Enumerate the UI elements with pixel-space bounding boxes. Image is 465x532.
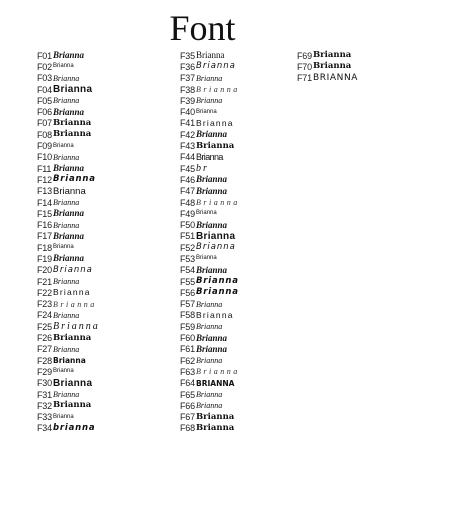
font-code: F02: [37, 61, 52, 72]
font-sample: Brianna: [53, 117, 92, 128]
font-sample: BRIANNA: [313, 72, 359, 83]
font-sample: Brianna: [196, 390, 223, 400]
font-code: F34: [37, 423, 52, 434]
font-code: F27: [37, 344, 52, 355]
font-option-row: [180, 152, 295, 163]
font-code: F15: [37, 208, 52, 219]
font-option-row: [180, 299, 295, 310]
font-sample: Brianna: [53, 230, 85, 241]
font-code: F12: [37, 174, 52, 185]
font-code: F67: [180, 412, 195, 423]
font-code: F44: [180, 152, 195, 163]
font-sample: Brianna: [196, 356, 223, 366]
font-option-row: [37, 310, 172, 321]
font-code: F58: [180, 310, 195, 321]
font-sample: Brianna: [53, 332, 92, 343]
font-sample: Brianna: [196, 332, 228, 343]
font-option-row: [37, 50, 172, 61]
font-sample: Brianna: [53, 264, 93, 275]
font-sample: Brianna: [53, 142, 74, 149]
font-code: F14: [37, 197, 52, 208]
font-code: F08: [37, 129, 52, 140]
font-code: F11: [37, 163, 52, 174]
font-code: F69: [297, 50, 312, 61]
font-code: F43: [180, 141, 195, 152]
font-code: F38: [180, 84, 195, 95]
font-option-row: [37, 355, 172, 366]
font-code: F16: [37, 220, 52, 231]
font-code: F30: [37, 378, 52, 389]
page-title: Font: [169, 8, 236, 48]
font-option-row: [180, 84, 295, 95]
font-option-row: [37, 321, 172, 332]
font-code: F46: [180, 174, 195, 185]
font-code: F13: [37, 186, 52, 197]
font-option-row: [37, 287, 172, 298]
font-option-row: [37, 253, 172, 264]
font-option-row: [37, 197, 172, 208]
font-sample: br: [196, 163, 209, 175]
font-option-row: [180, 412, 295, 423]
font-sample: Brianna: [53, 73, 80, 83]
font-sample: Brianna: [53, 152, 80, 162]
font-code: F41: [180, 118, 195, 129]
font-option-row: [37, 163, 172, 174]
font-code: F45: [180, 163, 195, 174]
font-sample: Brianna: [53, 129, 92, 140]
font-option-row: [180, 174, 295, 185]
font-sample: Brianna: [53, 106, 85, 117]
font-code: F52: [180, 242, 195, 253]
font-sample: Brianna: [196, 255, 217, 262]
font-option-row: [37, 118, 172, 129]
font-option-row: [180, 276, 295, 287]
font-code: F32: [37, 400, 52, 411]
font-option-row: [37, 231, 172, 242]
font-code: F42: [180, 129, 195, 140]
font-code: F48: [180, 197, 195, 208]
font-sample: Brianna: [53, 208, 85, 219]
font-option-row: [180, 186, 295, 197]
font-sample: Brianna: [196, 219, 228, 230]
font-sample: Brianna: [196, 198, 240, 207]
font-sample: Brianna: [196, 309, 234, 320]
font-code: F01: [37, 50, 52, 61]
font-list-column-1: [37, 50, 172, 434]
font-code: F66: [180, 400, 195, 411]
font-option-row: [297, 61, 427, 72]
font-option-row: [37, 73, 172, 84]
font-code: F47: [180, 186, 195, 197]
font-sample: Brianna: [53, 413, 74, 420]
font-code: F53: [180, 253, 195, 264]
font-code: F23: [37, 299, 52, 310]
font-sample: Brianna: [196, 210, 217, 217]
font-option-row: [37, 276, 172, 287]
font-code: F26: [37, 333, 52, 344]
font-sample: Brianna: [196, 264, 228, 275]
font-option-row: [37, 412, 172, 423]
font-sample: Brianna: [53, 390, 80, 400]
font-option-row: [297, 50, 427, 61]
font-code: F57: [180, 299, 195, 310]
font-option-row: [37, 299, 172, 310]
font-option-row: [180, 219, 295, 230]
font-sample: Brianna: [53, 253, 85, 264]
font-option-row: [37, 186, 172, 197]
font-sample: Brianna: [53, 220, 80, 230]
font-code: F40: [180, 107, 195, 118]
font-code: F05: [37, 95, 52, 106]
font-sample: Brianna: [196, 151, 223, 162]
font-sample: Brianna: [196, 174, 228, 185]
font-code: F54: [180, 265, 195, 276]
font-sample: Brianna: [53, 163, 85, 174]
font-option-row: [37, 95, 172, 106]
font-code: F50: [180, 220, 195, 231]
font-code: F39: [180, 95, 195, 106]
font-code: F07: [37, 118, 52, 129]
font-option-row: [37, 84, 172, 95]
font-code: F31: [37, 389, 52, 400]
font-code: F18: [37, 242, 52, 253]
font-sample: Brianna: [196, 117, 234, 128]
font-code: F33: [37, 412, 52, 423]
font-sample: Brianna: [313, 61, 352, 72]
font-sample: Brianna: [196, 299, 223, 309]
font-sample: Brianna: [53, 63, 74, 70]
font-sample: Brianna: [196, 108, 217, 115]
font-code: F35: [180, 50, 195, 61]
font-option-row: [37, 423, 172, 434]
font-sample: Brianna: [196, 322, 223, 332]
font-code: F29: [37, 366, 52, 377]
font-sample: Brianna: [196, 401, 223, 411]
font-sample: Brianna: [313, 50, 352, 61]
font-code: F62: [180, 355, 195, 366]
font-option-row: [180, 163, 295, 174]
font-sample: Brianna: [196, 287, 239, 298]
font-option-row: [180, 253, 295, 264]
font-option-row: [37, 129, 172, 140]
font-option-row: [180, 73, 295, 84]
font-option-row: [180, 344, 295, 355]
font-option-row: [180, 129, 295, 140]
font-sample: Brianna: [196, 411, 235, 422]
font-option-row: [180, 321, 295, 332]
font-sample: Brianna: [196, 185, 228, 196]
font-sample: Brianna: [53, 356, 86, 366]
font-sample: Brianna: [196, 61, 236, 72]
font-sample: Brianna: [53, 244, 74, 251]
font-code: F09: [37, 141, 52, 152]
font-code: F59: [180, 321, 195, 332]
font-option-row: [37, 140, 172, 151]
font-code: F49: [180, 208, 195, 219]
font-sample: Brianna: [53, 400, 92, 411]
font-sample: Brianna: [53, 277, 80, 287]
font-option-row: [37, 242, 172, 253]
font-option-row: [37, 61, 172, 72]
font-sample: Brianna: [196, 129, 228, 140]
font-option-row: [180, 366, 295, 377]
font-code: F63: [180, 366, 195, 377]
font-sample: Brianna: [53, 299, 97, 309]
font-code: F64: [180, 378, 195, 389]
font-sample: Brianna: [53, 287, 91, 298]
font-code: F61: [180, 344, 195, 355]
font-sample: Brianna: [53, 198, 80, 207]
font-sample: Brianna: [53, 50, 85, 61]
font-option-row: [297, 73, 427, 84]
font-option-row: [180, 423, 295, 434]
font-option-row: [180, 197, 295, 208]
font-code: F22: [37, 287, 52, 298]
font-sample: Brianna: [53, 310, 80, 320]
font-option-row: [180, 118, 295, 129]
font-code: F51: [180, 231, 195, 242]
font-option-row: [180, 287, 295, 298]
font-code: F28: [37, 355, 52, 366]
font-sample: Brianna: [53, 377, 93, 389]
font-option-row: [180, 310, 295, 321]
font-code: F60: [180, 333, 195, 344]
font-code: F19: [37, 253, 52, 264]
font-code: F20: [37, 265, 52, 276]
font-sample: Brianna: [196, 242, 236, 253]
font-sample: Brianna: [196, 276, 239, 287]
font-code: F10: [37, 152, 52, 163]
font-option-row: [37, 265, 172, 276]
font-option-row: [180, 50, 295, 61]
font-code: F65: [180, 389, 195, 400]
font-option-row: [180, 208, 295, 219]
font-sample: Brianna: [53, 185, 86, 197]
font-option-row: [37, 378, 172, 389]
font-option-row: [37, 106, 172, 117]
font-code: F06: [37, 107, 52, 118]
font-code: F70: [297, 61, 312, 72]
font-list-column-2: [180, 50, 295, 434]
font-sample: Brianna: [196, 422, 235, 433]
font-sample: Brianna: [53, 96, 80, 106]
font-sample: BRIANNA: [196, 378, 235, 388]
font-option-row: [180, 378, 295, 389]
font-option-row: [180, 265, 295, 276]
font-code: F37: [180, 73, 195, 84]
font-code: F04: [37, 84, 52, 95]
font-sample: Brianna: [53, 84, 93, 96]
font-code: F24: [37, 310, 52, 321]
font-option-row: [180, 231, 295, 242]
font-sample: Brianna: [53, 368, 74, 375]
font-sample: Brianna: [196, 73, 223, 83]
font-option-row: [180, 95, 295, 106]
font-code: F36: [180, 61, 195, 72]
font-option-row: [37, 219, 172, 230]
font-sample: Brianna: [196, 140, 235, 151]
font-sample: Brianna: [53, 321, 100, 333]
font-code: F68: [180, 423, 195, 434]
font-option-row: [37, 208, 172, 219]
font-sample: brianna: [53, 422, 96, 433]
font-option-row: [180, 400, 295, 411]
font-sample: Brianna: [196, 96, 223, 106]
font-sample: Brianna: [53, 174, 96, 185]
font-code: F71: [297, 73, 312, 84]
font-option-row: [180, 242, 295, 253]
font-list-column-3: [297, 50, 427, 84]
font-option-row: [37, 389, 172, 400]
font-sample: Brianna: [196, 343, 228, 354]
font-sample: Brianna: [196, 50, 225, 61]
font-option-row: [180, 389, 295, 400]
font-option-row: [37, 366, 172, 377]
font-sample: Brianna: [196, 367, 240, 377]
font-code: F25: [37, 321, 52, 332]
font-option-row: [37, 344, 172, 355]
font-code: F55: [180, 276, 195, 287]
font-option-row: [37, 174, 172, 185]
font-option-row: [180, 106, 295, 117]
font-code: F56: [180, 287, 195, 298]
font-option-row: [180, 332, 295, 343]
font-option-row: [180, 355, 295, 366]
font-option-row: [180, 61, 295, 72]
font-code: F17: [37, 231, 52, 242]
font-option-row: [37, 152, 172, 163]
font-option-row: [37, 332, 172, 343]
font-option-row: [37, 400, 172, 411]
font-sample: Brianna: [196, 230, 236, 242]
font-sample: Brianna: [196, 85, 240, 95]
font-option-row: [180, 140, 295, 151]
font-sample: Brianna: [53, 344, 80, 354]
font-code: F21: [37, 276, 52, 287]
font-code: F03: [37, 73, 52, 84]
